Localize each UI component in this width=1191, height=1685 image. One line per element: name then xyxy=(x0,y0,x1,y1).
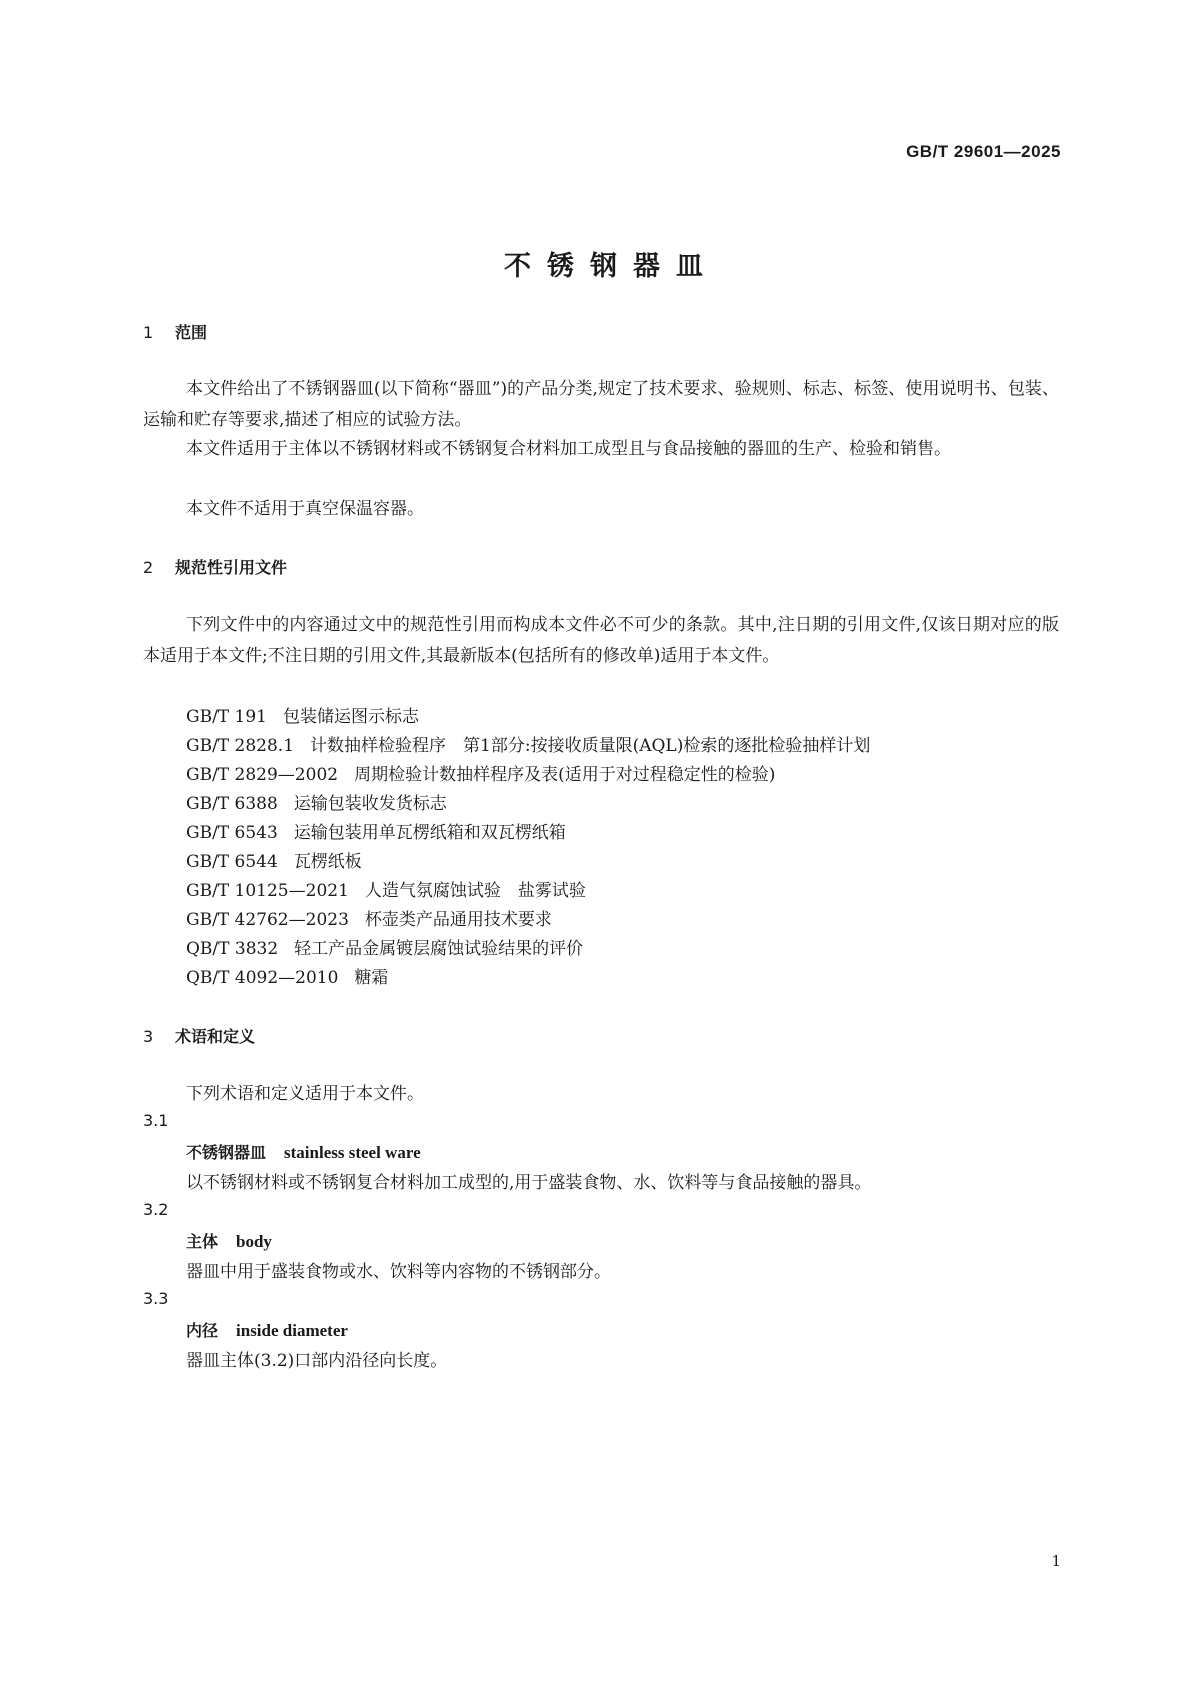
section-3-heading xyxy=(143,1024,255,1047)
document-number: GB/T 29601—2025 xyxy=(906,142,1061,161)
reference-item xyxy=(186,847,362,872)
ref-code: GB/T 2828.1 xyxy=(186,736,295,756)
term-definition: 器皿主体(3.2)口部内沿径向长度。 xyxy=(186,1351,448,1371)
page-title: 不锈钢器皿 xyxy=(504,251,719,282)
ref-code: GB/T 42762—2023 xyxy=(186,910,349,930)
paragraph: 本文件不适用于真空保温容器。 xyxy=(186,499,424,519)
term-name xyxy=(186,1229,272,1252)
reference-item xyxy=(186,818,566,843)
section-title: 术语和定义 xyxy=(175,1027,256,1046)
section-number: 2 xyxy=(143,558,154,577)
term-en: inside diameter xyxy=(236,1321,348,1340)
reference-item xyxy=(186,702,419,727)
ref-title: 杯壶类产品通用技术要求 xyxy=(364,910,552,930)
ref-title: 糖霜 xyxy=(354,968,389,988)
ref-code: GB/T 10125—2021 xyxy=(186,881,349,901)
section-2-heading xyxy=(143,555,287,578)
section-number: 1 xyxy=(143,323,154,342)
section-1-heading xyxy=(143,320,207,343)
ref-title: 周期检验计数抽样程序及表(适用于对过程稳定性的检验) xyxy=(354,765,776,785)
ref-code: QB/T 3832 xyxy=(186,939,279,959)
reference-item xyxy=(186,789,447,814)
ref-code: GB/T 6544 xyxy=(186,852,278,872)
term-number: 3.2 xyxy=(143,1200,169,1219)
paragraph: 下列术语和定义适用于本文件。 xyxy=(186,1084,424,1104)
section-title: 范围 xyxy=(175,323,208,342)
reference-item xyxy=(186,905,552,930)
reference-item xyxy=(186,934,583,959)
term-zh: 主体 xyxy=(186,1232,219,1251)
ref-title: 包装储运图示标志 xyxy=(283,707,419,727)
term-zh: 不锈钢器皿 xyxy=(186,1143,267,1162)
section-number: 3 xyxy=(143,1027,154,1046)
reference-item xyxy=(186,876,586,901)
paragraph: 下列文件中的内容通过文中的规范性引用而构成本文件必不可少的条款。其中,注日期的引用文件,仅该日期对应的版本适用于本文件;不注日期的引用文件,其最新版本(包括所有的修改单)适用于本文件。 xyxy=(143,615,1059,666)
ref-title: 计数抽样检验程序 第1部分:按接收质量限(AQL)检索的逐批检验抽样计划 xyxy=(310,736,871,756)
ref-code: GB/T 191 xyxy=(186,707,267,727)
term-name xyxy=(186,1140,421,1163)
term-en: body xyxy=(236,1232,272,1251)
reference-item xyxy=(186,731,870,756)
page-number: 1 xyxy=(1051,1552,1061,1570)
ref-code: GB/T 6543 xyxy=(186,823,278,843)
ref-code: GB/T 2829—2002 xyxy=(186,765,339,785)
reference-item xyxy=(186,963,388,988)
term-name xyxy=(186,1318,348,1341)
paragraph: 本文件给出了不锈钢器皿(以下简称“器皿”)的产品分类,规定了技术要求、验规则、标志、标签、使用说明书、包装、运输和贮存等要求,描述了相应的试验方法。 xyxy=(143,379,1059,430)
ref-title: 人造气氛腐蚀试验 盐雾试验 xyxy=(364,881,586,901)
term-number: 3.1 xyxy=(143,1111,169,1130)
ref-code: GB/T 6388 xyxy=(186,794,278,814)
ref-title: 轻工产品金属镀层腐蚀试验结果的评价 xyxy=(294,939,584,959)
term-en: stainless steel ware xyxy=(284,1143,421,1162)
term-definition: 器皿中用于盛装食物或水、饮料等内容物的不锈钢部分。 xyxy=(186,1262,611,1282)
term-number: 3.3 xyxy=(143,1289,169,1308)
ref-title: 运输包装收发货标志 xyxy=(293,794,447,814)
ref-title: 瓦楞纸板 xyxy=(293,852,362,872)
section-title: 规范性引用文件 xyxy=(175,558,288,577)
ref-title: 运输包装用单瓦楞纸箱和双瓦楞纸箱 xyxy=(293,823,566,843)
paragraph: 本文件适用于主体以不锈钢材料或不锈钢复合材料加工成型且与食品接触的器皿的生产、检验和销售。 xyxy=(186,439,951,459)
term-definition: 以不锈钢材料或不锈钢复合材料加工成型的,用于盛装食物、水、饮料等与食品接触的器具。 xyxy=(186,1173,872,1193)
reference-item xyxy=(186,760,775,785)
ref-code: QB/T 4092—2010 xyxy=(186,968,339,988)
term-zh: 内径 xyxy=(186,1321,219,1340)
